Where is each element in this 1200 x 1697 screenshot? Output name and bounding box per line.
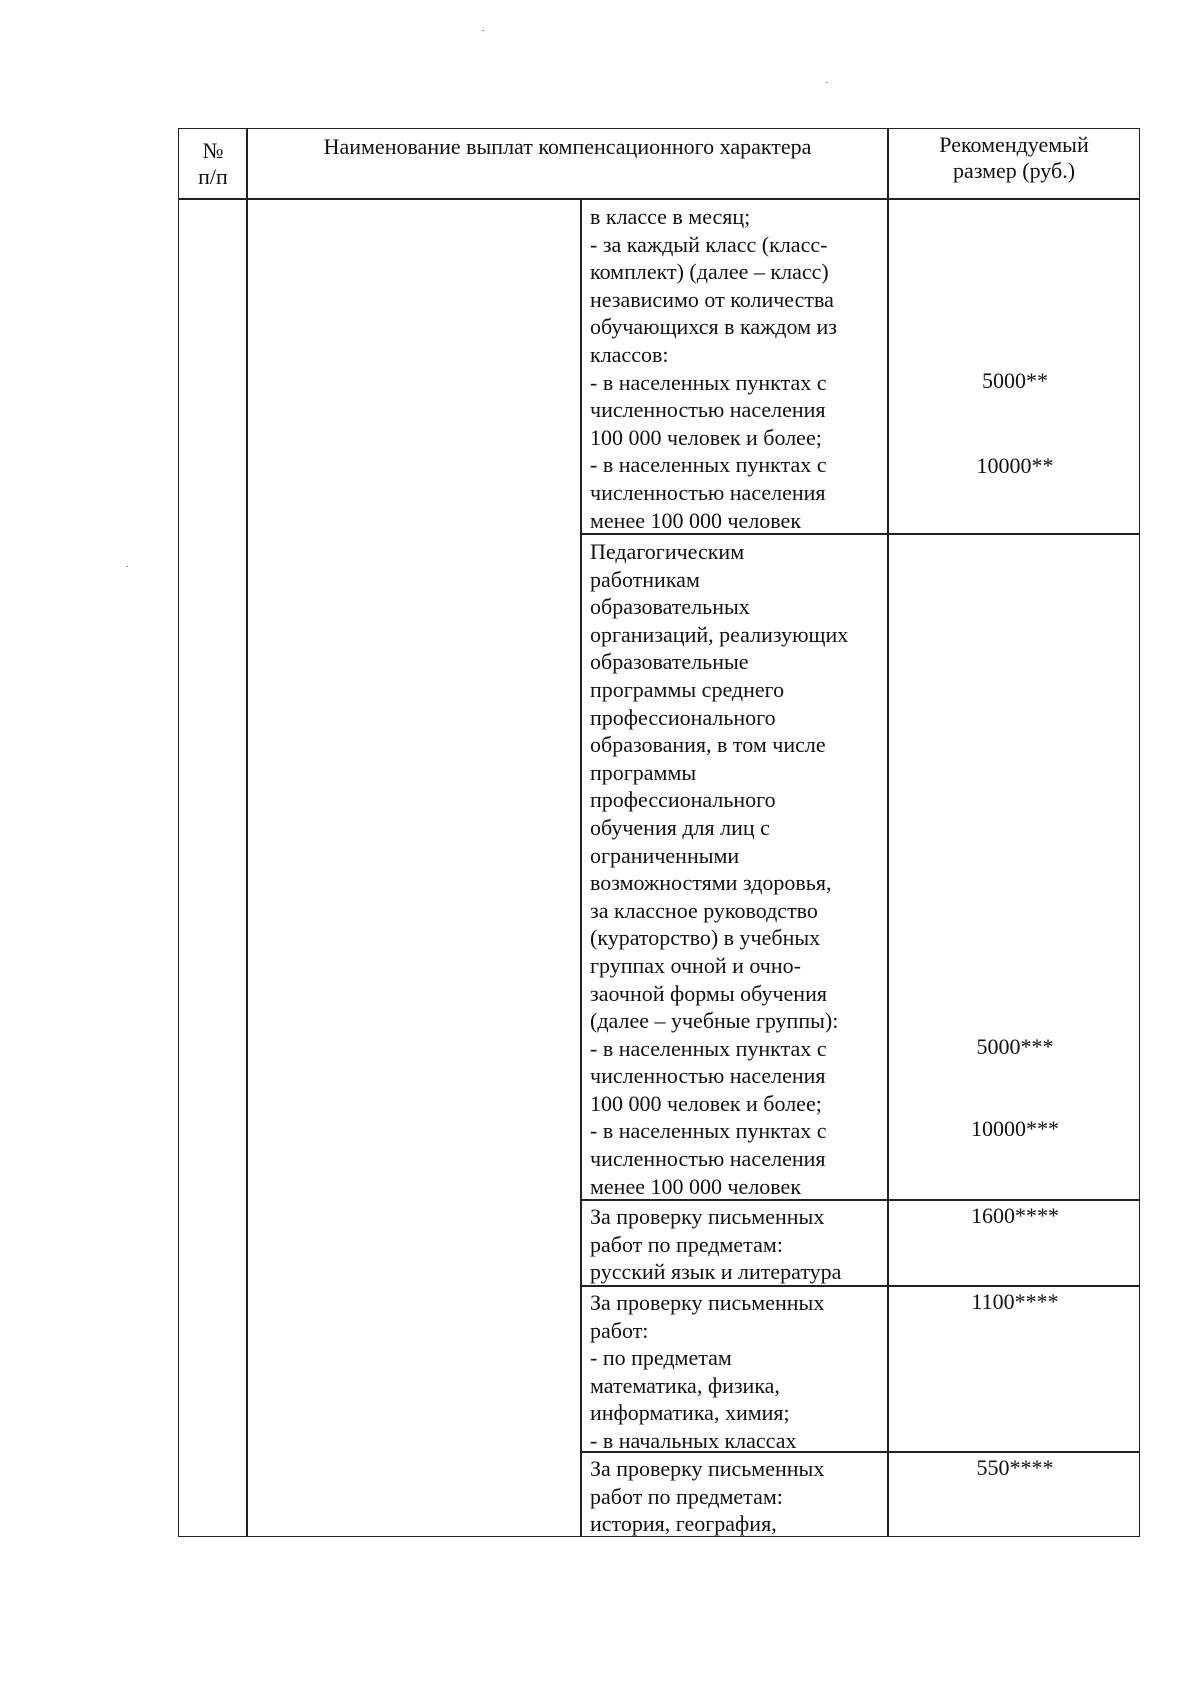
header-number: № п/п [198,138,228,189]
column-divider [246,128,248,1537]
row-description: За проверку письменных работ по предметам: история, география, [590,1456,825,1537]
row-value: 5000*** [976,1034,1054,1059]
scan-speck [126,566,128,567]
row-value: 550**** [976,1455,1054,1480]
row-value: 5000** [982,368,1048,393]
scan-speck [826,82,828,83]
row-description: в классе в месяц; - за каждый класс (класс- комплект) (далее – класс) независимо от количества обучающихся в каждом из классов: - в населенных пунктах с численностью населения 100 000 человек и более; - в населенных пунктах с численностью населения менее 100 000 человек [590,204,837,533]
header-divider [178,198,1140,200]
row-value: 1100**** [971,1289,1059,1314]
row-description: Педагогическим работникам образовательных организаций, реализующих образовательные программы среднего профессионального образования, в том числе программы профессионального обучения для лиц с ограниченными возможностями здоровья, за классное руководство (кураторство) в учебных группах очной и очно- заочной формы обучения (далее – учебные группы): - в населенных пунктах с численностью населения 100 000 человек и более; - в населенных пунктах с численностью населения менее 100 000 человек [590,539,849,1199]
row-value: 1600**** [971,1203,1059,1228]
column-divider [887,128,889,1537]
row-description: За проверку письменных работ: - по предметам математика, физика, информатика, химия; - в начальных классах [590,1290,825,1453]
column-divider [580,200,582,1537]
row-value: 10000*** [971,1116,1059,1141]
header-size: Рекомендуемый размер (руб.) [939,132,1089,183]
row-value: 10000** [976,453,1054,478]
header-name: Наименование выплат компенсационного характера [323,134,812,159]
scan-speck [482,30,484,31]
row-description: За проверку письменных работ по предметам: русский язык и литература [590,1204,842,1285]
